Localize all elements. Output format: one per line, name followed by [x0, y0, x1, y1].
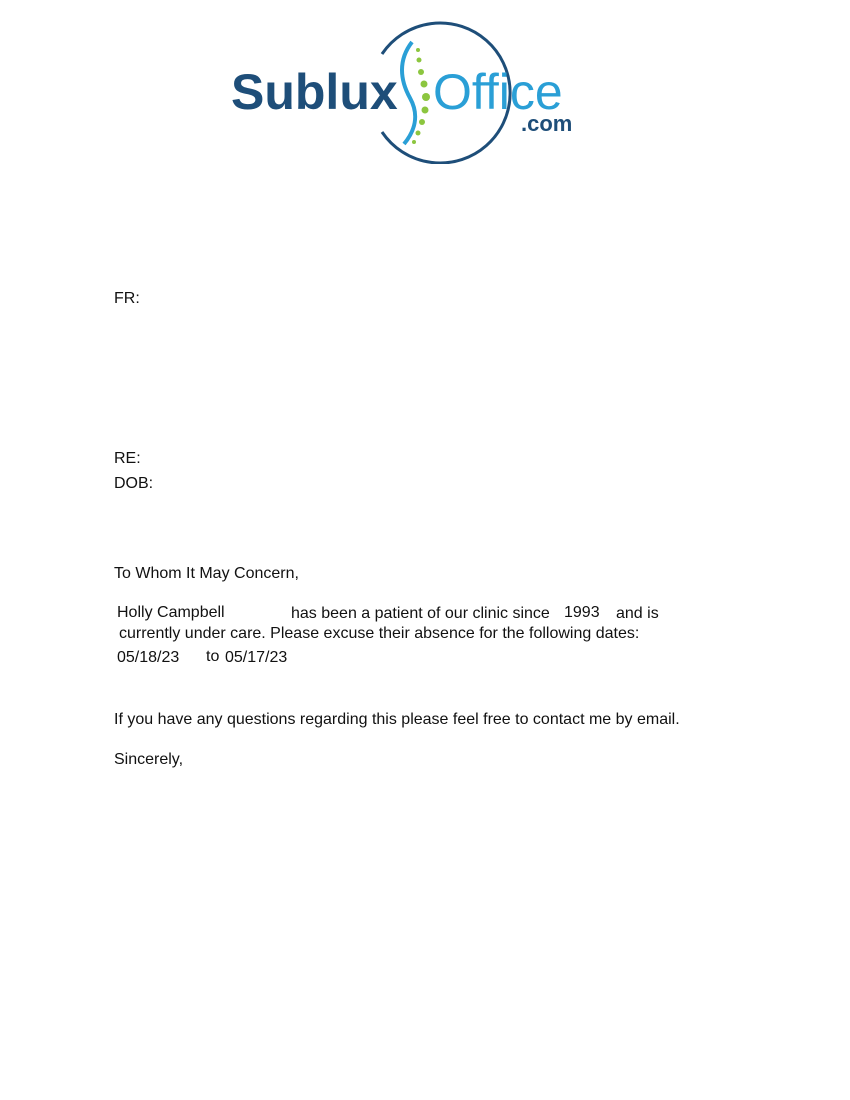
sublux-office-logo — [228, 20, 590, 164]
logo-graphic — [228, 20, 590, 164]
date-range-to: to — [206, 648, 220, 665]
body-text-part2: and is — [616, 605, 659, 622]
re-label: RE: — [114, 450, 141, 467]
logo-word-office: Office — [433, 64, 563, 120]
from-label: FR: — [114, 290, 140, 307]
salutation: To Whom It May Concern, — [114, 565, 299, 582]
patient-name-field: Holly Campbell — [117, 604, 225, 621]
absence-start-date-field: 05/18/23 — [117, 649, 180, 666]
absence-end-date-field: 05/17/23 — [225, 649, 288, 666]
dob-label: DOB: — [114, 475, 154, 492]
closing: Sincerely, — [114, 751, 184, 768]
questions-paragraph: If you have any questions regarding this please feel free to contact me by email. — [114, 711, 680, 728]
logo-spine-curve — [402, 42, 415, 144]
logo-domain-suffix: .com — [521, 111, 573, 136]
body-text-part1: has been a patient of our clinic since — [291, 605, 550, 622]
since-year-field: 1993 — [564, 604, 600, 621]
body-text-line2: currently under care. Please excuse their absence for the following dates: — [119, 625, 640, 642]
logo-word-sublux: Sublux — [231, 64, 398, 120]
